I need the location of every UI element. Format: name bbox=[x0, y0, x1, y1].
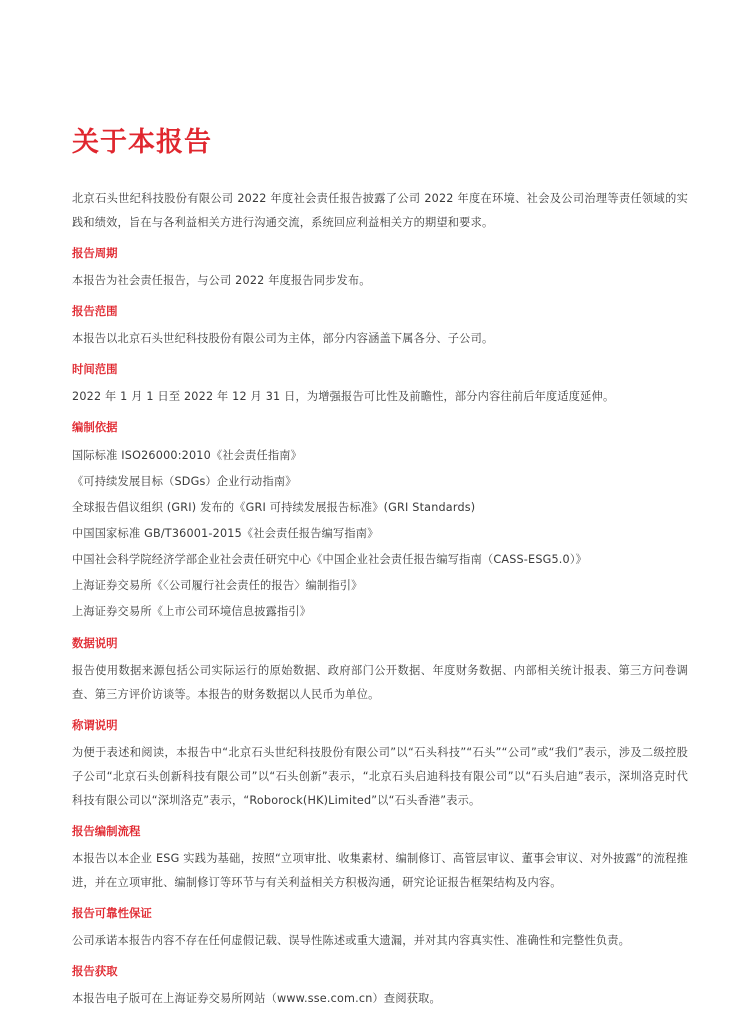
scope-heading: 报告范围 bbox=[72, 304, 118, 318]
basis-item: 上海证券交易所《上市公司环境信息披露指引》 bbox=[72, 605, 312, 618]
scope-text: 本报告以北京石头世纪科技股份有限公司为主体，部分内容涵盖下属各分、子公司。 bbox=[72, 332, 494, 345]
basis-item: 国际标准 ISO26000:2010《社会责任指南》 bbox=[72, 449, 303, 462]
data-text: 报告使用数据来源包括公司实际运行的原始数据、政府部门公开数据、年度财务数据、内部相关统计报表、第三方问卷调查、第三方评价访谈等。本报告的财务数据以人民币为单位。 bbox=[72, 664, 688, 701]
reliability-heading: 报告可靠性保证 bbox=[72, 906, 152, 920]
basis-item: 《可持续发展目标（SDGs）企业行动指南》 bbox=[72, 475, 297, 488]
basis-item: 中国国家标准 GB/T36001-2015《社会责任报告编写指南》 bbox=[72, 527, 379, 540]
page-title: 关于本报告 bbox=[72, 127, 212, 158]
reliability-text: 公司承诺本报告内容不存在任何虚假记载、误导性陈述或重大遗漏，并对其内容真实性、准确性和完整性负责。 bbox=[72, 934, 630, 947]
intro-paragraph: 北京石头世纪科技股份有限公司 2022 年度社会责任报告披露了公司 2022 年度在环境、社会及公司治理等责任领域的实践和绩效，旨在与各利益相关方进行沟通交流，系统回应利益相关方的期望和要求。 bbox=[72, 192, 688, 229]
period-heading: 报告周期 bbox=[72, 246, 118, 260]
basis-item: 上海证券交易所《〈公司履行社会责任的报告〉编制指引》 bbox=[72, 579, 363, 592]
basis-item: 全球报告倡议组织 (GRI) 发布的《GRI 可持续发展报告标准》(GRI Standards) bbox=[72, 501, 476, 514]
process-heading: 报告编制流程 bbox=[72, 824, 141, 838]
access-heading: 报告获取 bbox=[72, 964, 118, 978]
process-text: 本报告以本企业 ESG 实践为基础，按照“立项审批、收集素材、编制修订、高管层审议、董事会审议、对外披露”的流程推进，并在立项审批、编制修订等环节与有关利益相关方积极沟通，研究论证报告框架结构及内容。 bbox=[72, 852, 688, 889]
timeframe-text: 2022 年 1 月 1 日至 2022 年 12 月 31 日，为增强报告可比性及前瞻性，部分内容往前后年度适度延伸。 bbox=[72, 390, 615, 403]
data-heading: 数据说明 bbox=[72, 636, 118, 650]
content bbox=[72, 187, 688, 1011]
basis-heading: 编制依据 bbox=[72, 420, 118, 434]
naming-text: 为便于表述和阅读，本报告中“北京石头世纪科技股份有限公司”以“石头科技”“石头”“公司”或“我们”表示，涉及二级控股子公司“北京石头创新科技有限公司”以“石头创新”表示，“北京石头启迪科技有限公司”以“石头启迪”表示，深圳洛克时代科技有限公司以“深圳洛克”表示，“Roborock(HK)Limited”以“石头香港”表示。 bbox=[72, 746, 688, 807]
access-text: 本报告电子版可在上海证券交易所网站（www.sse.com.cn）查阅获取。 bbox=[72, 992, 441, 1005]
timeframe-heading: 时间范围 bbox=[72, 362, 118, 376]
period-text: 本报告为社会责任报告，与公司 2022 年度报告同步发布。 bbox=[72, 274, 371, 287]
basis-item: 中国社会科学院经济学部企业社会责任研究中心《中国企业社会责任报告编写指南（CASS-ESG5.0）》 bbox=[72, 553, 588, 566]
naming-heading: 称谓说明 bbox=[72, 718, 118, 732]
